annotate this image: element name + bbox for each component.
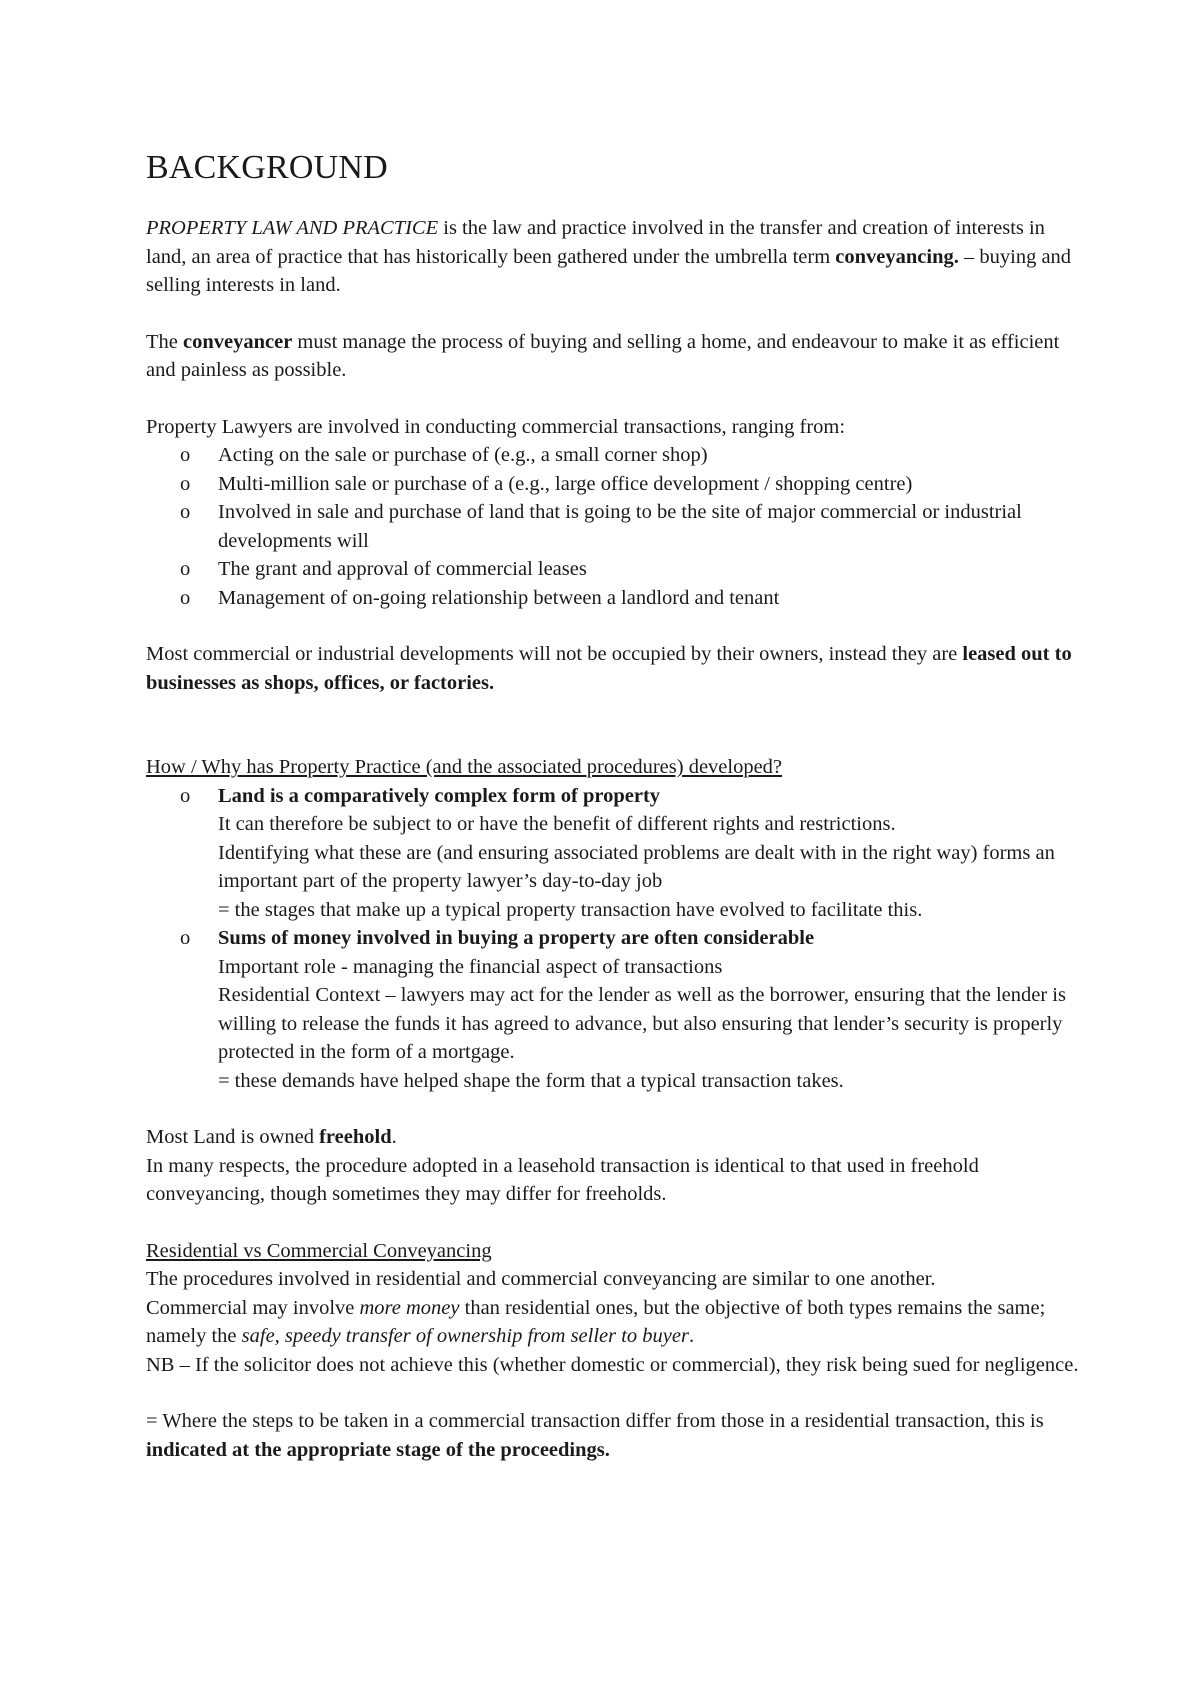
freehold-pre: Most Land is owned (146, 1126, 320, 1148)
list-item: o The grant and approval of commercial leases (218, 555, 1080, 584)
spacer (146, 300, 1080, 328)
spacer (146, 1209, 1080, 1237)
how-item-title: o Sums of money involved in buying a property are often considerable (218, 927, 815, 949)
res-italic: more money (359, 1296, 460, 1319)
spacer (146, 697, 1080, 753)
freehold-bold: freehold (319, 1126, 392, 1148)
conveyancer-bold: conveyancer (183, 330, 293, 353)
res-text: . (689, 1325, 695, 1347)
how-item-line: It can therefore be subject to or have the benefit of different rights and restrictions. (218, 813, 896, 835)
lawyers-lead: Property Lawyers are involved in conducting commercial transactions, ranging from: (146, 415, 846, 438)
how-item-title: o Land is a comparatively complex form of property (218, 784, 661, 807)
how-heading: How / Why has Property Practice (and the associated procedures) developed? (146, 756, 783, 778)
closing-bold: indicated at the appropriate stage of the proceedings. (146, 1438, 610, 1461)
res-italic: safe, speedy transfer of ownership from seller to buyer (241, 1325, 689, 1347)
lawyers-list (146, 441, 1080, 612)
res-vs-com-heading: Residential vs Commercial Conveyancing (146, 1239, 492, 1262)
list-item (218, 782, 1080, 925)
freehold-paragraph: In many respects, the procedure adopted in a leasehold transaction is identical to that used in freehold conveyancing, though sometimes they may differ for freeholds. (146, 1154, 979, 1205)
list-item: o Management of on-going relationship between a landlord and tenant (218, 584, 1080, 613)
intro-paragraph (146, 214, 1080, 300)
conveyancer-pre: The (146, 330, 183, 353)
res-text: Commercial may involve (146, 1296, 360, 1319)
conveyancer-paragraph (146, 328, 1080, 385)
how-item-line: Important role - managing the financial aspect of transactions (218, 955, 723, 978)
spacer (146, 612, 1080, 640)
conveyancer-post: must manage the process of buying and selling a home, and endeavour to make it as efficient and painless as possible. (146, 330, 1060, 381)
how-list (146, 782, 1080, 1096)
how-item-line: = the stages that make up a typical property transaction have evolved to facilitate this. (218, 898, 923, 921)
how-item-line: Identifying what these are (and ensuring associated problems are dealt with in the right way) forms an important part of the property lawyer’s day-to-day job (218, 841, 1055, 892)
intro-bold-term: conveyancing. (835, 245, 959, 268)
intro-text: is the law and practice involved in the transfer and creation of interests in land, an area of practice that has historically been gathered under the umbrella term (146, 217, 1045, 268)
list-item: o Involved in sale and purchase of land that is going to be the site of major commercial or industrial developments will (218, 498, 1080, 555)
intro-term: PROPERTY LAW AND PRACTICE (146, 217, 439, 239)
developments-bold: leased out to businesses as shops, offices, or factories. (146, 643, 1072, 694)
res-vs-com-line (146, 1294, 1080, 1351)
closing-text: = Where the steps to be taken in a commercial transaction differ from those in a residential transaction, this is (146, 1410, 1044, 1432)
list-item (218, 924, 1080, 1095)
developments-text: Most commercial or industrial developments will not be occupied by their owners, instead they are (146, 643, 963, 665)
res-vs-com-line: NB – If the solicitor does not achieve this (whether domestic or commercial), they risk being sued for negligence. (146, 1353, 1079, 1376)
spacer (146, 385, 1080, 413)
how-item-line: Residential Context – lawyers may act for the lender as well as the borrower, ensuring that the lender is willing to release the funds it has agreed to advance, but also ensuring that lender’s security is properly protected in the form of a mortgage. (218, 984, 1066, 1063)
spacer (146, 1379, 1080, 1407)
spacer (146, 1095, 1080, 1123)
list-item: o Multi-million sale or purchase of a (e.g., large office development / shopping centre) (218, 470, 1080, 499)
freehold-line (146, 1123, 1080, 1152)
developments-paragraph (146, 640, 1080, 697)
closing-paragraph (146, 1407, 1080, 1464)
freehold-post: . (391, 1126, 397, 1148)
page-title: BACKGROUND (146, 149, 388, 186)
res-text: than residential ones, but the objective of both types remains the same; namely the (146, 1296, 1046, 1347)
intro-text-end: – buying and selling interests in land. (146, 245, 1072, 296)
list-item: o Acting on the sale or purchase of (e.g., a small corner shop) (218, 441, 1080, 470)
how-item-line: = these demands have helped shape the form that a typical transaction takes. (218, 1069, 844, 1092)
res-vs-com-line: The procedures involved in residential and commercial conveyancing are similar to one another. (146, 1268, 936, 1290)
